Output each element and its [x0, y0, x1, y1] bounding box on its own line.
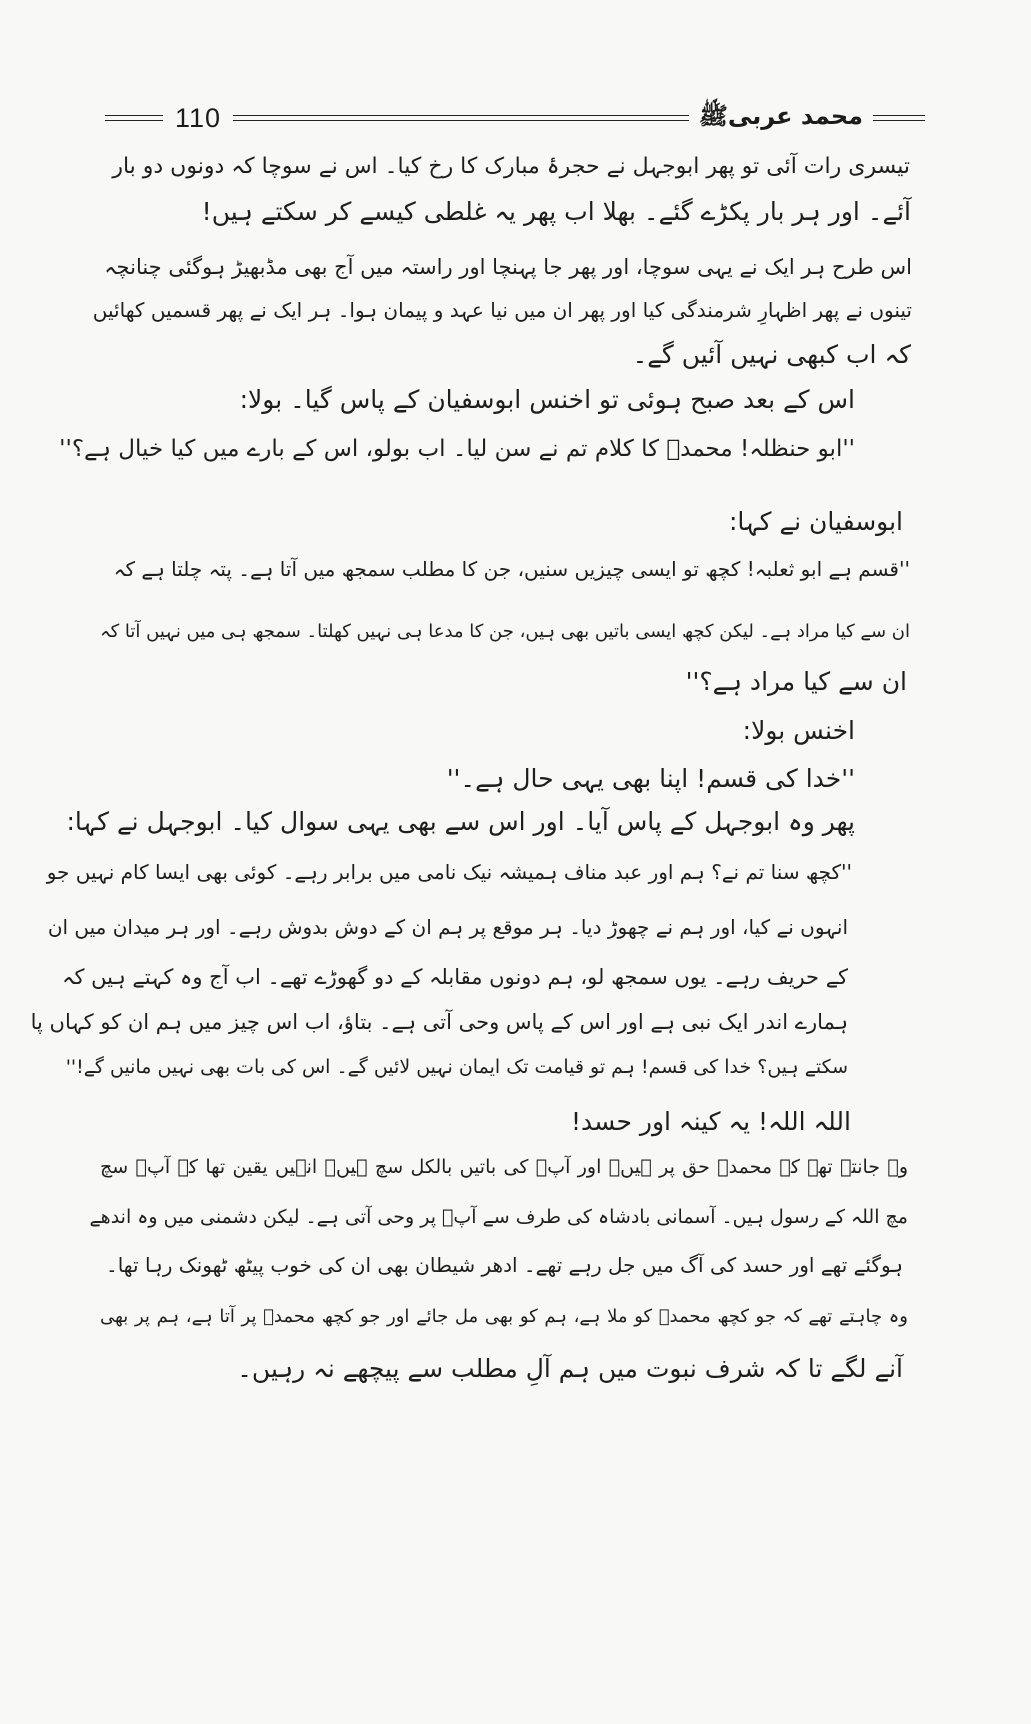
text-line: تیسری رات آئی تو پھر ابوجہل نے حجرۂ مبارک کا رخ کیا۔ اس نے سوچا کہ دونوں دو بار — [112, 154, 910, 179]
text-line: مچ اللہ کے رسول ہیں۔ آسمانی بادشاہ کی طرف سے آپؐ پر وحی آتی ہے۔ لیکن دشمنی میں وہ اندھے — [89, 1206, 908, 1228]
text-line: وہ جانتے تھے کہ محمدؐ حق پر ہیں۔ اور آپؐ کی باتیں بالکل سچ ہیں۔ انہیں یقین تھا کہ آپؐ سچ — [100, 1156, 908, 1178]
text-line: ہمارے اندر ایک نبی ہے اور اس کے پاس وحی آتی ہے۔ بتاؤ، اب اس چیز میں ہم ان کو کہاں پا — [30, 1010, 848, 1034]
text-line: ''ابو حنظلہ! محمدؐ کا کلام تم نے سن لیا۔ اب بولو، اس کے بارے میں کیا خیال ہے؟'' — [59, 436, 855, 462]
text-line: کہ اب کبھی نہیں آئیں گے۔ — [632, 340, 911, 369]
text-line: اللہ اللہ! یہ کینہ اور حسد! — [571, 1107, 851, 1136]
text-line: پھر وہ ابوجہل کے پاس آیا۔ اور اس سے بھی یہی سوال کیا۔ ابوجہل نے کہا: — [66, 807, 855, 836]
text-line: ہوگئے تھے اور حسد کی آگ میں جل رہے تھے۔ ادھر شیطان بھی ان کی خوب پیٹھ ٹھونک رہا تھا۔ — [105, 1253, 903, 1277]
text-line: وہ چاہتے تھے کہ جو کچھ محمدؐ کو ملا ہے، ہم کو بھی مل جائے اور جو کچھ محمدؐ پر آتا ہے، ہم پر بھی — [100, 1306, 908, 1327]
text-line: اخنس بولا: — [742, 716, 855, 745]
text-line: ''قسم ہے ابو ثعلبہ! کچھ تو ایسی چیزیں سنیں، جن کا مطلب سمجھ میں آتا ہے۔ پتہ چلتا ہے کہ — [113, 557, 910, 581]
text-line: ان سے کیا مراد ہے؟'' — [685, 667, 907, 696]
text-line: اس طرح ہر ایک نے یہی سوچا، اور پھر جا پہنچا اور راستہ میں آج بھی مڈبھیڑ ہوگئی چنانچہ — [104, 255, 912, 279]
text-line: ابوسفیان نے کہا: — [728, 507, 903, 536]
text-line: سکتے ہیں؟ خدا کی قسم! ہم تو قیامت تک ایمان نہیں لائیں گے۔ اس کی بات بھی نہیں مانیں گے!'' — [65, 1056, 848, 1078]
text-line: ان سے کیا مراد ہے۔ لیکن کچھ ایسی باتیں بھی ہیں، جن کا مدعا ہی نہیں کھلتا۔ سمجھ ہی میں نہیں آتا کہ — [100, 621, 910, 642]
text-line: ''خدا کی قسم! اپنا بھی یہی حال ہے۔'' — [446, 764, 855, 793]
page-number: 110 — [175, 102, 222, 133]
text-line: اس کے بعد صبح ہوئی تو اخنس ابوسفیان کے پاس گیا۔ بولا: — [239, 385, 855, 414]
text-line: ''کچھ سنا تم نے؟ ہم اور عبد مناف ہمیشہ نیک نامی میں برابر رہے۔ کوئی بھی ایسا کام نہیں جو — [46, 860, 852, 884]
text-line: آنے لگے تا کہ شرف نبوت میں ہم آلِ مطلب سے پیچھے نہ رہیں۔ — [237, 1354, 903, 1383]
text-line: انہوں نے کیا، اور ہم نے چھوڑ دیا۔ ہر موقع پر ہم ان کے دوش بدوش رہے۔ اور ہر میدان میں ان — [47, 915, 848, 939]
running-title: محمد عربیﷺ — [698, 101, 863, 130]
text-line: آئے۔ اور ہر بار پکڑے گئے۔ بھلا اب پھر یہ غلطی کیسے کر سکتے ہیں! — [201, 197, 911, 226]
text-line: کے حریف رہے۔ یوں سمجھ لو، ہم دونوں مقابلہ کے دو گھوڑے تھے۔ اب آج وہ کہتے ہیں کہ — [62, 965, 848, 989]
text-line: تینوں نے پھر اظہارِ شرمندگی کیا اور پھر ان میں نیا عہد و پیمان ہوا۔ ہر ایک نے پھر قسمیں کھائیں — [92, 298, 912, 322]
